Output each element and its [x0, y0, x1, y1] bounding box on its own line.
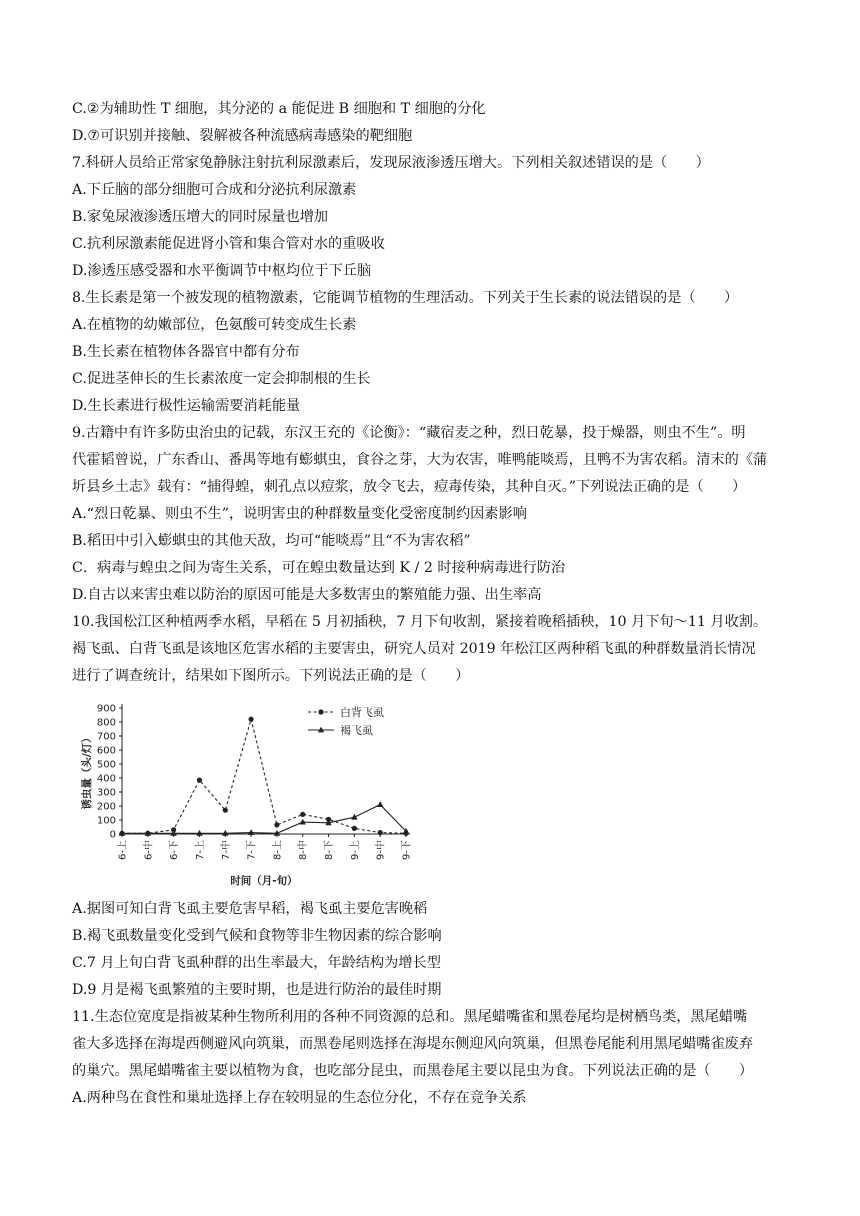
legend-marker: [318, 709, 323, 714]
text-line: C.②为辅助性 T 细胞，其分泌的 a 能促进 B 细胞和 T 细胞的分化: [72, 101, 486, 117]
text-line: 进行了调查统计，结果如下图所示。下列说法正确的是（ ）: [72, 668, 470, 684]
text-line: D.自古以来害虫难以防治的原因可能是大多数害虫的繁殖能力强、出生率高: [72, 587, 542, 603]
text-line: B.褐飞虱数量变化受到气候和食物等非生物因素的综合影响: [72, 928, 442, 944]
y-tick-label: 700: [96, 731, 116, 743]
text-line: A.“烈日乾暴、则虫不生”，说明害虫的种群数量变化受密度制约因素影响: [72, 506, 527, 522]
text-line: C.抗利尿激素能促进肾小管和集合管对水的重吸收: [72, 236, 385, 252]
y-tick-label: 0: [109, 829, 116, 841]
text-line: 8.生长素是第一个被发现的植物激素，它能调节植物的生理活动。下列关于生长素的说法错误的是（ ）: [72, 290, 739, 306]
data-point: [197, 778, 202, 783]
data-point: [352, 826, 357, 831]
x-axis-title: 时间（月-旬）: [230, 875, 298, 887]
x-tick-label: 9-下: [401, 840, 413, 860]
text-line: 褐飞虱、白背飞虱是该地区危害水稻的主要害虫，研究人员对 2019 年松江区两种稻飞虱的种群数量消长情况: [72, 641, 756, 657]
y-tick-label: 800: [96, 717, 116, 729]
x-tick-label: 7-中: [220, 840, 232, 860]
text-line: D.渗透压感受器和水平衡调节中枢均位于下丘脑: [72, 263, 372, 279]
text-line: D.⑦可识别并接触、裂解被各种流感病毒感染的靶细胞: [72, 128, 413, 144]
text-line: 圻县乡土志》载有：“捕得蝗，刺孔点以痘浆，放令飞去，痘毒传染，其种自灭。”下列说法正确的是（ ）: [72, 479, 747, 495]
text-line: A.两种鸟在食性和巢址选择上存在较明显的生态位分化，不存在竞争关系: [72, 1090, 527, 1106]
text-line: B.稻田中引入蟛蜞虫的其他天敌，均可“能啖焉”且“不为害农稻”: [72, 533, 471, 549]
question-text-bottom: [72, 896, 796, 1112]
text-line: C．病毒与蝗虫之间为寄生关系，可在蝗虫数量达到 K / 2 时接种病毒进行防治: [72, 560, 566, 576]
data-point: [377, 801, 383, 807]
x-tick-label: 7-下: [246, 840, 258, 860]
data-point: [248, 829, 254, 835]
text-line: B.生长素在植物体各器官中都有分布: [72, 344, 300, 360]
text-line: D.生长素进行极性运输需要消耗能量: [72, 398, 301, 414]
question-page: [72, 96, 796, 1112]
y-tick-label: 900: [96, 703, 116, 715]
text-line: 雀大多选择在海堤西侧避风向筑巢，而黑卷尾则选择在海堤东侧迎风向筑巢，但黑卷尾能利用黑尾蜡嘴雀废弃: [72, 1036, 754, 1052]
text-line: 的巢穴。黑尾蜡嘴雀主要以植物为食，也吃部分昆虫，而黑卷尾主要以昆虫为食。下列说法正确的是（ ）: [72, 1063, 754, 1079]
planthopper-line-chart: [72, 694, 432, 890]
text-line: 11.生态位宽度是指被某种生物所利用的各种不同资源的总和。黑尾蜡嘴雀和黑卷尾均是树栖鸟类，黑尾蜡嘴: [72, 1009, 748, 1025]
text-line: 9.古籍中有许多防虫治虫的记载，东汉王充的《论衡》：“藏宿麦之种，烈日乾暴，投于燥器，则虫不生”。明: [72, 425, 746, 441]
x-tick-label: 9-上: [349, 840, 361, 860]
text-line: C.7 月上旬白背飞虱种群的出生率最大，年龄结构为增长型: [72, 955, 441, 971]
x-tick-label: 6-下: [169, 840, 181, 860]
y-tick-label: 300: [96, 787, 116, 799]
data-point: [300, 812, 305, 817]
text-line: A.下丘脑的部分细胞可合成和分泌抗利尿激素: [72, 182, 357, 198]
x-tick-label: 7-上: [194, 840, 206, 860]
x-tick-label: 6-中: [143, 840, 155, 860]
y-tick-label: 200: [96, 801, 116, 813]
text-line: B.家兔尿液渗透压增大的同时尿量也增加: [72, 209, 329, 225]
x-tick-label: 8-上: [272, 840, 284, 860]
y-tick-label: 100: [96, 815, 116, 827]
question-text-top: [72, 96, 796, 690]
data-point: [378, 830, 383, 835]
data-point: [274, 822, 279, 827]
text-line: A.据图可知白背飞虱主要危害早稻，褐飞虱主要危害晚稻: [72, 901, 428, 917]
data-point: [248, 717, 253, 722]
text-line: 10.我国松江区种植两季水稻，早稻在 5 月初插秧，7 月下旬收割，紧接着晚稻插秧，10 月下旬～11 月收割。: [72, 614, 768, 630]
text-line: 7.科研人员给正常家兔静脉注射抗利尿激素后，发现尿液渗透压增大。下列相关叙述错误的是（ ）: [72, 155, 710, 171]
x-tick-label: 6-上: [117, 840, 129, 860]
y-tick-label: 500: [96, 759, 116, 771]
x-tick-label: 8-下: [324, 840, 336, 860]
x-tick-label: 8-中: [298, 840, 310, 860]
text-line: 代霍韬曾说，广东香山、番禺等地有蟛蜞虫，食谷之芽，大为农害，唯鸭能啖焉，且鸭不为害农稻。清末的《蒲: [72, 452, 768, 468]
text-line: D.9 月是褐飞虱繁殖的主要时期，也是进行防治的最佳时期: [72, 982, 442, 998]
data-point: [300, 819, 306, 825]
series-line-he: [122, 805, 406, 834]
y-axis-title: 诱虫量（头/灯）: [81, 732, 93, 810]
chart-container: [72, 694, 796, 890]
text-line: A.在植物的幼嫩部位，色氨酸可转变成生长素: [72, 317, 357, 333]
legend-label: 褐飞虱: [340, 724, 373, 737]
x-tick-label: 9-中: [375, 840, 387, 860]
data-point: [223, 808, 228, 813]
text-line: C.促进茎伸长的生长素浓度一定会抑制根的生长: [72, 371, 371, 387]
y-tick-label: 600: [96, 745, 116, 757]
y-tick-label: 400: [96, 773, 116, 785]
legend-label: 白背飞虱: [340, 706, 384, 719]
